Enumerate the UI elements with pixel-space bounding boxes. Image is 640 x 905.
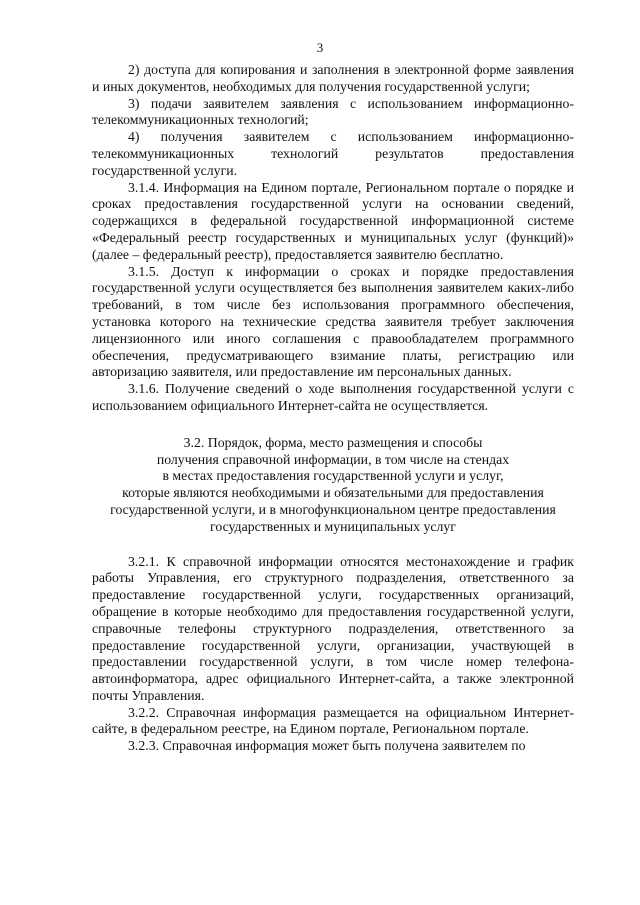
section-heading-3-2 <box>92 435 574 536</box>
paragraph-item-2: 2) доступа для копирования и заполнения в электронной форме заявления и иных документов, необходимых для получения государственной услуги; <box>92 62 574 94</box>
paragraph-3-1-6: 3.1.6. Получение сведений о ходе выполнения государственной услуги с использованием официального Интернет-сайта не осуществляется. <box>92 381 574 413</box>
paragraph-3-1-4: 3.1.4. Информация на Едином портале, Региональном портале о порядке и сроках предоставления государственной услуги на основании сведений, содержащихся в федеральной государственной информационной системе «Федеральный реестр государственных и муниципальных услуг (функций)» (далее – федеральный реестр), предоставляется заявителю бесплатно. <box>92 179 574 262</box>
section-heading-line: государственных и муниципальных услуг <box>210 518 456 534</box>
document-body <box>92 62 574 755</box>
section-heading-line: в местах предоставления государственной услуги и услуг, <box>162 468 504 484</box>
paragraph-3-1-5: 3.1.5. Доступ к информации о сроках и порядке предоставления государственной услуги осуществляется без выполнения заявителем каких-либо требований, в том числе без использования программного обеспечения, установка которого на технические средства заявителя требует заключения лицензионного или иного соглашения с правообладателем программного обеспечения, предусматривающего взимание платы, регистрацию или авторизацию заявителя, или предоставление им персональных данных. <box>92 263 574 380</box>
paragraph-3-2-3: 3.2.3. Справочная информация может быть получена заявителем по <box>128 738 526 754</box>
section-heading-line: 3.2. Порядок, форма, место размещения и способы <box>183 434 483 450</box>
section-heading-line: государственной услуги, и в многофункциональном центре предоставления <box>110 501 556 517</box>
section-heading-line: получения справочной информации, в том числе на стендах <box>156 451 510 467</box>
paragraph-item-4: 4) получения заявителем с использованием информационно-телекоммуникационных технологий результатов предоставления государственной услуги. <box>92 129 574 178</box>
paragraph-item-3: 3) подачи заявителем заявления с использованием информационно-телекоммуникационных технологий; <box>92 95 574 128</box>
page-number: 3 <box>316 40 324 55</box>
paragraph-3-2-1: 3.2.1. К справочной информации относятся местонахождение и график работы Управления, его структурного подразделения, ответственного за предоставление государственной услуги, государственных организаций, обращение в которые необходимо для предоставления государственной услуги, справочные телефоны структурного подразделения, ответственного за предоставление государственной услуги, организации, участвующей в предоставлении государственной услуги, в том числе номер телефона-автоинформатора, адрес официального Интернет-сайта, а также электронной почты Управления. <box>92 553 574 703</box>
section-heading-line: которые являются необходимыми и обязательными для предоставления <box>122 485 544 501</box>
paragraph-3-2-2: 3.2.2. Справочная информация размещается на официальном Интернет-сайте, в федеральном реестре, на Едином портале, Региональном портале. <box>92 704 574 737</box>
